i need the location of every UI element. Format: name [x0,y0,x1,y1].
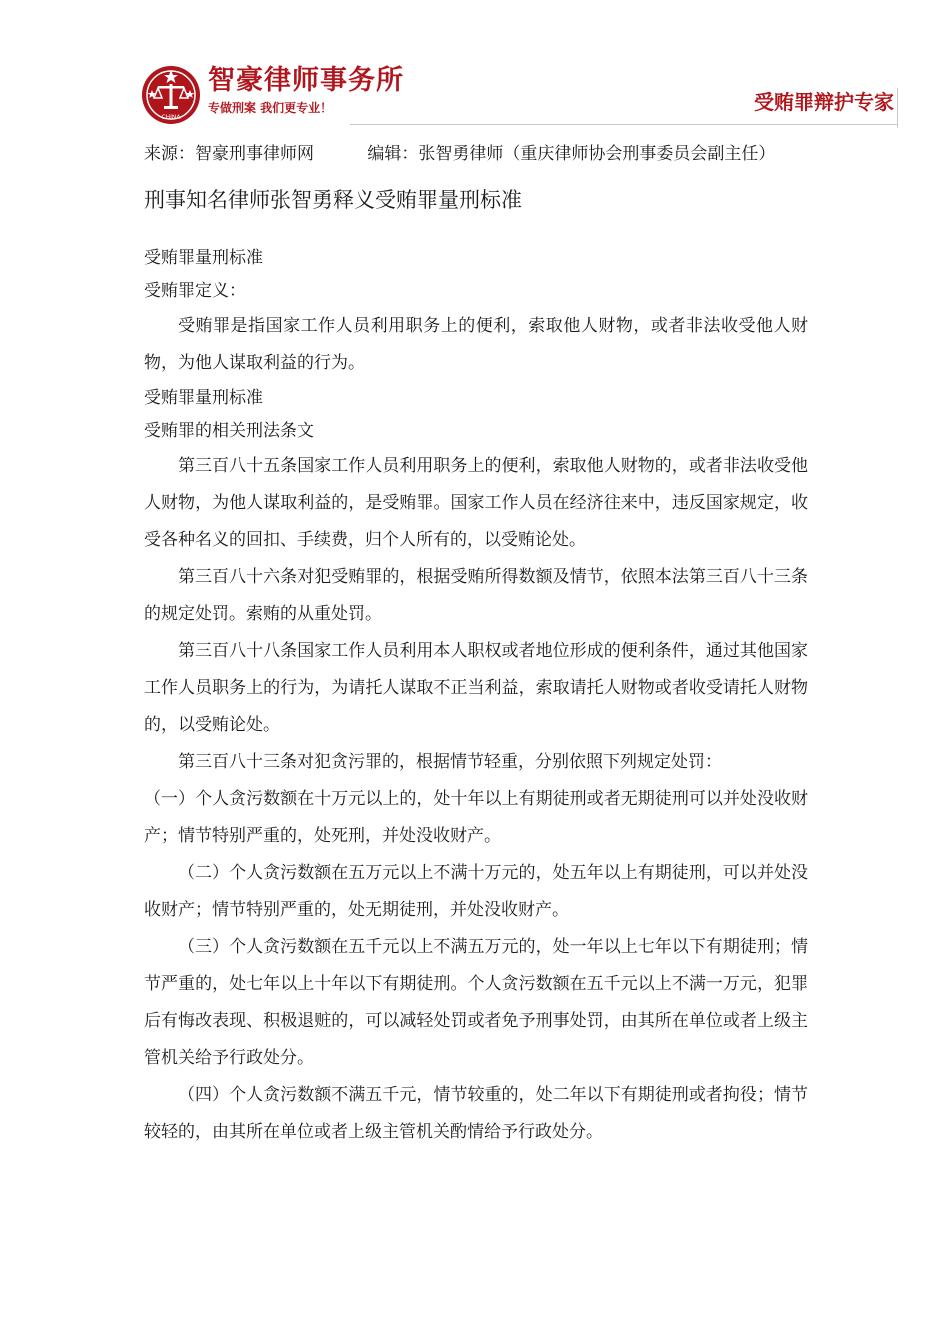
body-paragraph: 受贿罪的相关刑法条文 [144,421,314,441]
body-paragraph: 第三百八十八条国家工作人员利用本人职权或者地位形成的便利条件，通过其他国家工作人员职务上的行为，为请托人谋取不正当利益，索取请托人财物或者收受请托人财物的，以受贿论处。 [144,641,808,735]
body-paragraph: 第三百八十五条国家工作人员利用职务上的便利，索取他人财物的，或者非法收受他人财物，为他人谋取利益的，是受贿罪。国家工作人员在经济往来中，违反国家规定，收受各种名义的回扣、手续费，归个人所有的，以受贿论处。 [144,456,808,550]
body-paragraph: （三）个人贪污数额在五千元以上不满五万元的，处一年以上七年以下有期徒刑；情节严重的，处七年以上十年以下有期徒刑。个人贪污数额在五千元以上不满一万元，犯罪后有悔改表现、积极退赃的，可以减轻处罚或者免予刑事处罚，由其所在单位或者上级主管机关给予行政处分。 [144,937,808,1068]
document-body [144,242,808,1151]
body-paragraph: （四）个人贪污数额不满五千元，情节较重的，处二年以下有期徒刑或者拘役；情节较轻的，由其所在单位或者上级主管机关酌情给予行政处分。 [144,1085,808,1142]
body-paragraph: 受贿罪量刑标准 [144,248,263,268]
article-source: 来源：智豪刑事律师网 [144,144,314,164]
body-paragraph: 受贿罪定义： [144,281,246,301]
page-header [140,58,898,126]
body-paragraph: （一）个人贪污数额在十万元以上的，处十年以上有期徒刑或者无期徒刑可以并处没收财产；情节特别严重的，处死刑，并处没收财产。 [144,789,808,846]
scales-of-justice-seal-icon [140,64,202,126]
header-divider-horizontal [350,124,898,125]
article-editor: 编辑：张智勇律师（重庆律师协会刑事委员会副主任） [367,144,776,164]
header-slogan: 受贿罪辩护专家 [754,90,894,114]
body-paragraph: （二）个人贪污数额在五万元以上不满十万元的，处五年以上有期徒刑，可以并处没收财产；情节特别严重的，处无期徒刑，并处没收财产。 [144,863,808,920]
firm-tagline: 专做刑案 我们更专业！ [208,101,333,115]
body-paragraph: 受贿罪是指国家工作人员利用职务上的便利，索取他人财物，或者非法收受他人财物，为他人谋取利益的行为。 [144,316,808,373]
seal-text: CHINA [161,114,181,121]
body-paragraph: 第三百八十三条对犯贪污罪的，根据情节轻重，分别依照下列规定处罚： [178,752,722,772]
firm-name: 智豪律师事务所 [208,65,404,96]
body-paragraph: 受贿罪量刑标准 [144,388,263,408]
article-meta [144,142,775,166]
body-paragraph: 第三百八十六条对犯受贿罪的，根据受贿所得数额及情节，依照本法第三百八十三条的规定处罚。索贿的从重处罚。 [144,567,808,624]
document-title: 刑事知名律师张智勇释义受贿罪量刑标准 [144,188,522,212]
header-divider-vertical [897,88,898,128]
